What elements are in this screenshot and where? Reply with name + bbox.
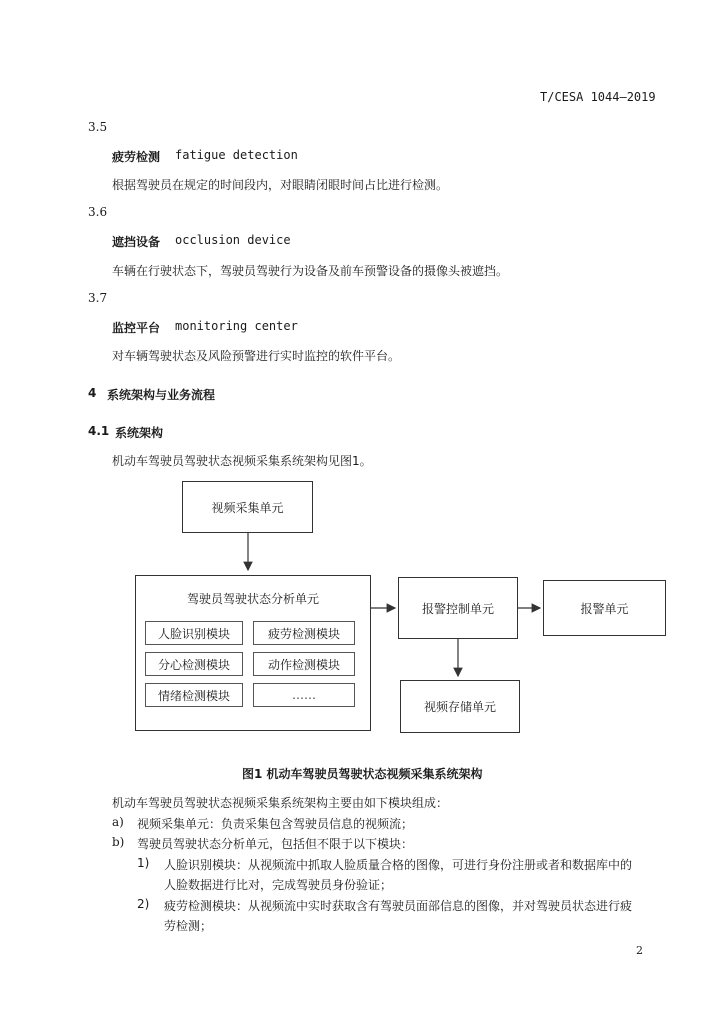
section-intro-4-1: 机动车驾驶员驾驶状态视频采集系统架构见图1。: [112, 454, 372, 468]
module-label: 情绪检测模块: [157, 688, 230, 703]
video-capture-unit-label: 视频采集单元: [211, 500, 284, 515]
module-action-detection: [253, 652, 355, 676]
sub-item-1-line1: 人脸识别模块：从视频流中抓取人脸质量合格的图像，可进行身份注册或者和数据库中的: [164, 858, 633, 872]
term-en-3-6: occlusion device: [175, 233, 291, 247]
analysis-unit-label: 驾驶员驾驶状态分析单元: [186, 592, 319, 606]
section-number-3-5: 3.5: [88, 120, 108, 134]
page-number: 2: [636, 944, 643, 957]
sub-item-2-marker: 2): [137, 897, 150, 911]
body-lead: 机动车驾驶员驾驶状态视频采集系统架构主要由如下模块组成：: [112, 796, 449, 810]
video-storage-unit-label: 视频存储单元: [423, 700, 496, 714]
definition-3-5: 根据驾驶员在规定的时间段内，对眼睛闭眼时间占比进行检测。: [112, 178, 449, 192]
module-label: 动作检测模块: [267, 657, 340, 672]
definition-3-6: 车辆在行驶状态下，驾驶员驾驶行为设备及前车预警设备的摄像头被遮挡。: [112, 264, 509, 278]
term-en-3-7: monitoring center: [175, 319, 298, 333]
alarm-control-unit-label: 报警控制单元: [421, 601, 494, 616]
figure-caption: 图1 机动车驾驶员驾驶状态视频采集系统架构: [242, 767, 483, 781]
module-ellipsis: [253, 683, 355, 707]
module-face-recognition: [145, 621, 243, 645]
module-distraction-detection: [145, 652, 243, 676]
item-b-marker: b): [112, 835, 125, 849]
alarm-unit-box: [543, 580, 666, 636]
term-cn-3-6: 遮挡设备: [112, 235, 161, 249]
item-b-text: 驾驶员驾驶状态分析单元，包括但不限于以下模块：: [137, 837, 414, 851]
module-label: 分心检测模块: [157, 657, 230, 672]
alarm-control-unit-box: [398, 577, 518, 639]
section-title-4-1: 系统架构: [115, 426, 164, 440]
chapter-number: 4: [88, 386, 97, 400]
term-cn-3-7: 监控平台: [112, 321, 161, 335]
video-storage-unit-box: [400, 680, 520, 733]
term-cn-3-5: 疲劳检测: [112, 150, 161, 164]
section-number-4-1: 4.1: [88, 424, 110, 438]
sub-item-1-marker: 1): [137, 856, 150, 870]
module-fatigue-detection: [253, 621, 355, 645]
module-label: 疲劳检测模块: [267, 626, 340, 641]
chapter-title: 系统架构与业务流程: [107, 388, 216, 402]
sub-item-1-line2: 人脸数据进行比对，完成驾驶员身份验证；: [164, 878, 393, 892]
sub-item-2-line1: 疲劳检测模块：从视频流中实时获取含有驾驶员面部信息的图像，并对驾驶员状态进行疲: [164, 899, 633, 913]
video-capture-unit-box: [182, 481, 313, 533]
alarm-unit-label: 报警单元: [580, 601, 629, 616]
module-emotion-detection: [145, 683, 243, 707]
sub-item-2-line2: 劳检测；: [164, 919, 213, 933]
section-number-3-6: 3.6: [88, 205, 108, 219]
document-id: T/CESA 1044—2019: [540, 90, 656, 104]
item-a-marker: a): [112, 815, 124, 829]
module-label: ……: [292, 688, 316, 702]
term-en-3-5: fatigue detection: [175, 148, 298, 162]
item-a-text: 视频采集单元：负责采集包含驾驶员信息的视频流；: [137, 817, 414, 831]
section-number-3-7: 3.7: [88, 291, 108, 305]
definition-3-7: 对车辆驾驶状态及风险预警进行实时监控的软件平台。: [112, 349, 401, 363]
module-label: 人脸识别模块: [157, 626, 230, 641]
